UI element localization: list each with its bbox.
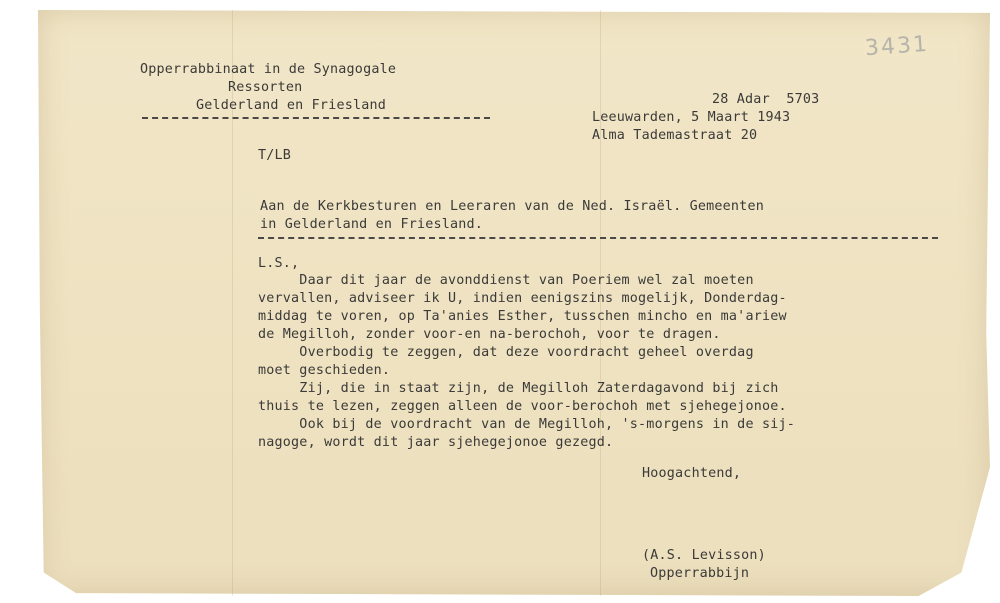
letterhead-line-1: Opperrabbinaat in de Synagogale — [140, 62, 397, 77]
signature-title: Opperrabbijn — [650, 566, 750, 581]
signature-name: (A.S. Levisson) — [642, 548, 766, 563]
body-line: Daar dit jaar de avonddienst van Poeriem wel zal moeten — [258, 273, 754, 288]
body-line: vervallen, adviseer ik U, indien eenigszins mogelijk, Donderdag- — [258, 291, 787, 306]
letterhead-line-3: Gelderland en Friesland — [196, 98, 387, 113]
body-line: Zij, die in staat zijn, de Megilloh Zaterdagavond bij zich — [258, 381, 779, 396]
addressee-line-1: Aan de Kerkbesturen en Leeraren van de Ned. Israël. Gemeenten — [260, 199, 764, 214]
pencil-archive-number: 3431 — [864, 31, 930, 62]
body-line: Ook bij de voordracht van de Megilloh, 's-morgens in de sij- — [258, 417, 796, 432]
addressee-line-2: in Gelderland en Friesland. — [260, 217, 484, 232]
letterhead-line-2: Ressorten — [228, 80, 303, 95]
addressee-rule — [258, 237, 938, 239]
place-and-date: Leeuwarden, 5 Maart 1943 — [592, 110, 791, 125]
body-line: de Megilloh, zonder voor-en na-berochoh, voor te dragen. — [258, 327, 721, 342]
sender-address: Alma Tademastraat 20 — [592, 128, 758, 143]
closing: Hoogachtend, — [642, 466, 742, 481]
salutation: L.S., — [258, 256, 300, 271]
body-line: moet geschieden. — [258, 363, 391, 378]
body-line: middag te voren, op Ta'anies Esther, tusschen mincho en ma'ariew — [258, 309, 787, 324]
hebrew-date: 28 Adar 5703 — [712, 92, 820, 107]
body-line: nagoge, wordt dit jaar sjehegejonoe gezegd. — [258, 435, 614, 450]
letterhead-rule — [142, 117, 490, 119]
reference-code: T/LB — [258, 148, 292, 163]
body-line: Overbodig te zeggen, dat deze voordracht geheel overdag — [258, 345, 754, 360]
body-line: thuis te lezen, zeggen alleen de voor-berochoh met sjehegejonoe. — [258, 399, 787, 414]
